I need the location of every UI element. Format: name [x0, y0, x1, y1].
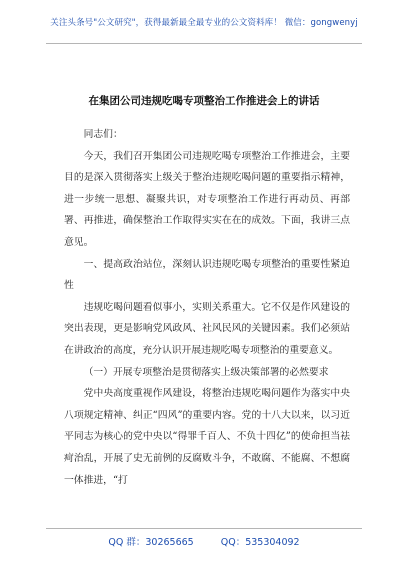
subsection-heading-1: （一）开展专项整治是贯彻落实上级决策部署的必然要求 [83, 366, 329, 378]
paragraph-intro: 今天，我们召开集团公司违规吃喝专项整治工作推进会，主要目的是深入贯彻落实上级关于整治违规吃喝问题的重要指示精神，进一步统一思想、凝聚共识，对专项整治工作进行再动员、再部署、再推进，确保整治工作取得实实在在的成效。下面，我讲三点意见。 [64, 150, 350, 248]
footer [0, 534, 408, 548]
footer-qq: QQ：535304092 [220, 537, 300, 548]
section-heading-1: 一、提高政治站位，深刻认识违规吃喝专项整治的重要性紧迫性 [64, 258, 350, 292]
header-banner: 关注头条号"公文研究"，获得最新最全最专业的公文资料库！ 微信：gongwenyj [50, 18, 358, 28]
document-title: 在集团公司违规吃喝专项整治工作推进会上的讲话 [88, 95, 320, 107]
paragraph-subsection-1: 党中央高度重视作风建设，将整治违规吃喝问题作为落实中央八项规定精神、纠正“四风”的重要内容。党的十八大以来，以习近平同志为核心的党中央以“得罪千百人、不负十四亿”的使命担当祛疴治乱，开展了史无前例的反腐败斗争，不敢腐、不能腐、不想腐一体推进，“打 [64, 388, 350, 486]
footer-divider [46, 528, 362, 529]
paragraph-section-1: 违规吃喝问题看似事小，实则关系重大。它不仅是作风建设的突出表现，更是影响党风政风、社风民风的关键因素。我们必须站在讲政治的高度，充分认识开展违规吃喝专项整治的重要意义。 [64, 301, 350, 356]
salutation: 同志们： [83, 129, 123, 140]
header-divider [46, 43, 362, 44]
document-body [64, 124, 350, 491]
footer-qq-group: QQ 群：30265665 [108, 537, 194, 548]
